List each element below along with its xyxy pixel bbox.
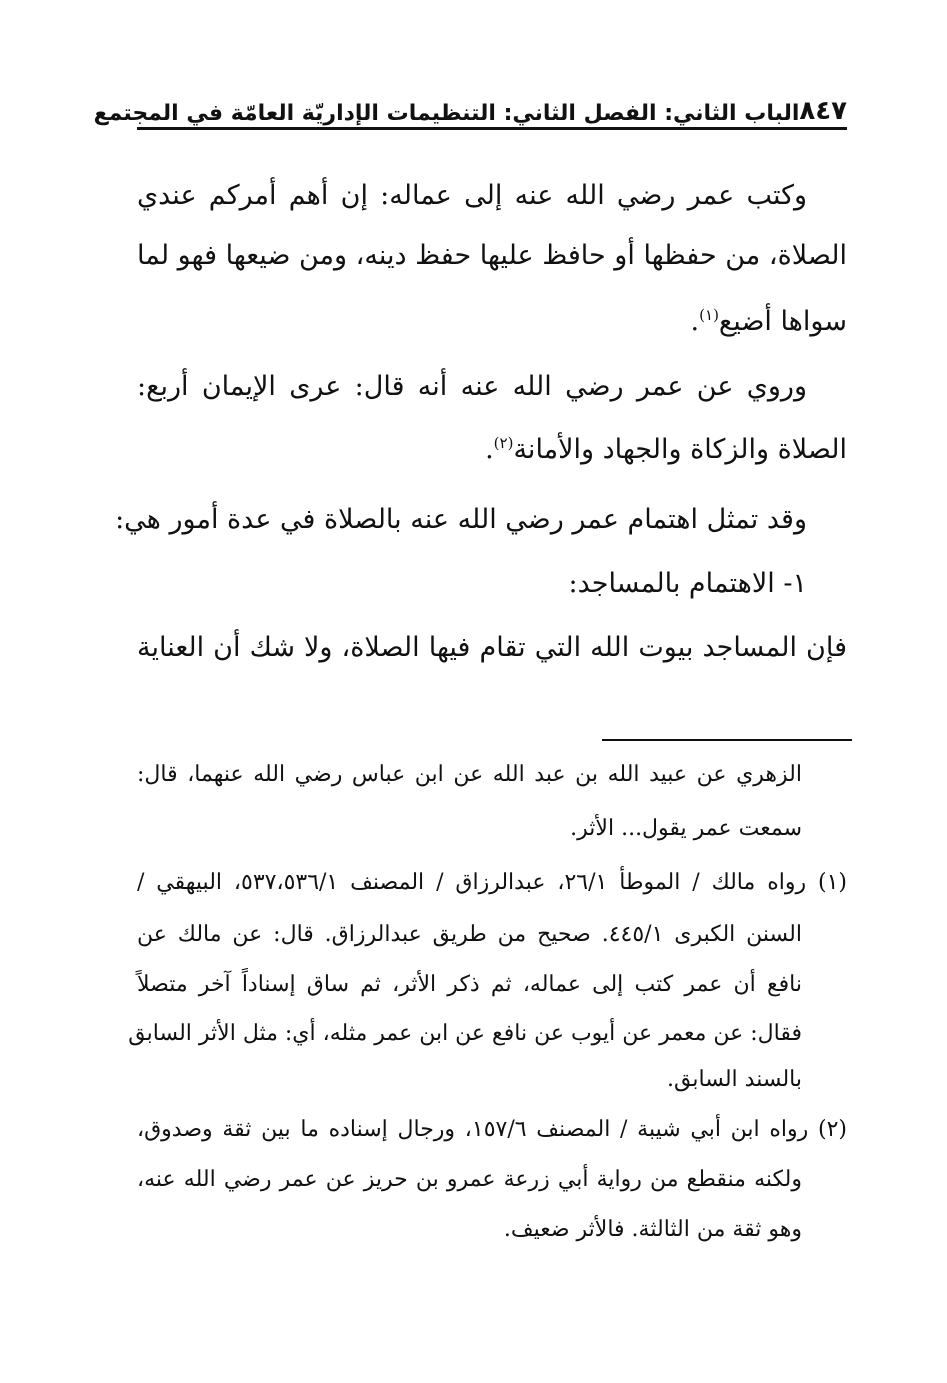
footnote-2-line: ولكنه منقطع من رواية أبي زرعة عمرو بن حريز عن عمر رضي الله عنه، <box>137 1167 802 1192</box>
header-rule <box>137 127 847 130</box>
period: . <box>485 434 494 465</box>
footnote-ref[interactable]: (٢) <box>493 434 514 452</box>
body-line-with-ref <box>137 430 847 470</box>
body-line: وروي عن عمر رضي الله عنه أنه قال: عرى الإيمان أربع: <box>137 371 807 402</box>
footnote-1-line: (١) رواه مالك / الموطأ ٢٦/١، عبدالرزاق / المصنف ٥٣٧،٥٣٦/١، البيهقي / <box>137 870 847 895</box>
footnote-1-line: فقال: عن معمر عن أيوب عن نافع عن ابن عمر مثله، أي: مثل الأثر السابق <box>128 1021 802 1046</box>
period: . <box>690 306 700 337</box>
body-text: سواها أضيع <box>718 306 847 337</box>
body-line: وقد تمثل اهتمام عمر رضي الله عنه بالصلاة في عدة أمور هي: <box>115 504 807 535</box>
footnote-2-line: (٢) رواه ابن أبي شيبة / المصنف ١٥٧/٦، ورجال إسناده ما بين ثقة وصدوق، <box>137 1117 848 1142</box>
footnote-1-line: بالسند السابق. <box>667 1067 802 1092</box>
body-line: الصلاة، من حفظها أو حافظ عليها حفظ دينه، ومن ضيعها فهو لما <box>137 240 847 271</box>
body-line: فإن المساجد بيوت الله التي تقام فيها الصلاة، ولا شك أن العناية <box>137 632 847 663</box>
footnote-line: الزهري عن عبيد الله بن عبد الله عن ابن عباس رضي الله عنهما، قال: <box>137 762 802 787</box>
footnote-1-line: نافع أن عمر كتب إلى عماله، ثم ذكر الأثر، ثم ساق إسناداً آخر متصلاً <box>137 972 802 997</box>
footnote-separator <box>602 739 852 741</box>
running-header <box>93 88 847 126</box>
body-line-with-ref <box>137 302 847 342</box>
section-heading: ١- الاهتمام بالمساجد: <box>568 568 807 599</box>
footnote-1-line: السنن الكبرى ٤٤٥/١. صحيح من طريق عبدالرزاق. قال: عن مالك عن <box>137 922 802 947</box>
body-line: وكتب عمر رضي الله عنه إلى عماله: إن أهم أمركم عندي <box>137 180 807 211</box>
body-text: الصلاة والزكاة والجهاد والأمانة <box>513 434 847 465</box>
footnote-ref[interactable]: (١) <box>699 306 719 324</box>
footnote-line: سمعت عمر يقول... الأثر. <box>570 816 802 841</box>
page-number: ٨٤٧ <box>799 96 847 126</box>
footnote-2-line: وهو ثقة من الثالثة. فالأثر ضعيف. <box>503 1217 802 1242</box>
chapter-title: الباب الثاني: الفصل الثاني: التنظيمات الإداريّة العامّة في المجتمع <box>93 101 800 126</box>
